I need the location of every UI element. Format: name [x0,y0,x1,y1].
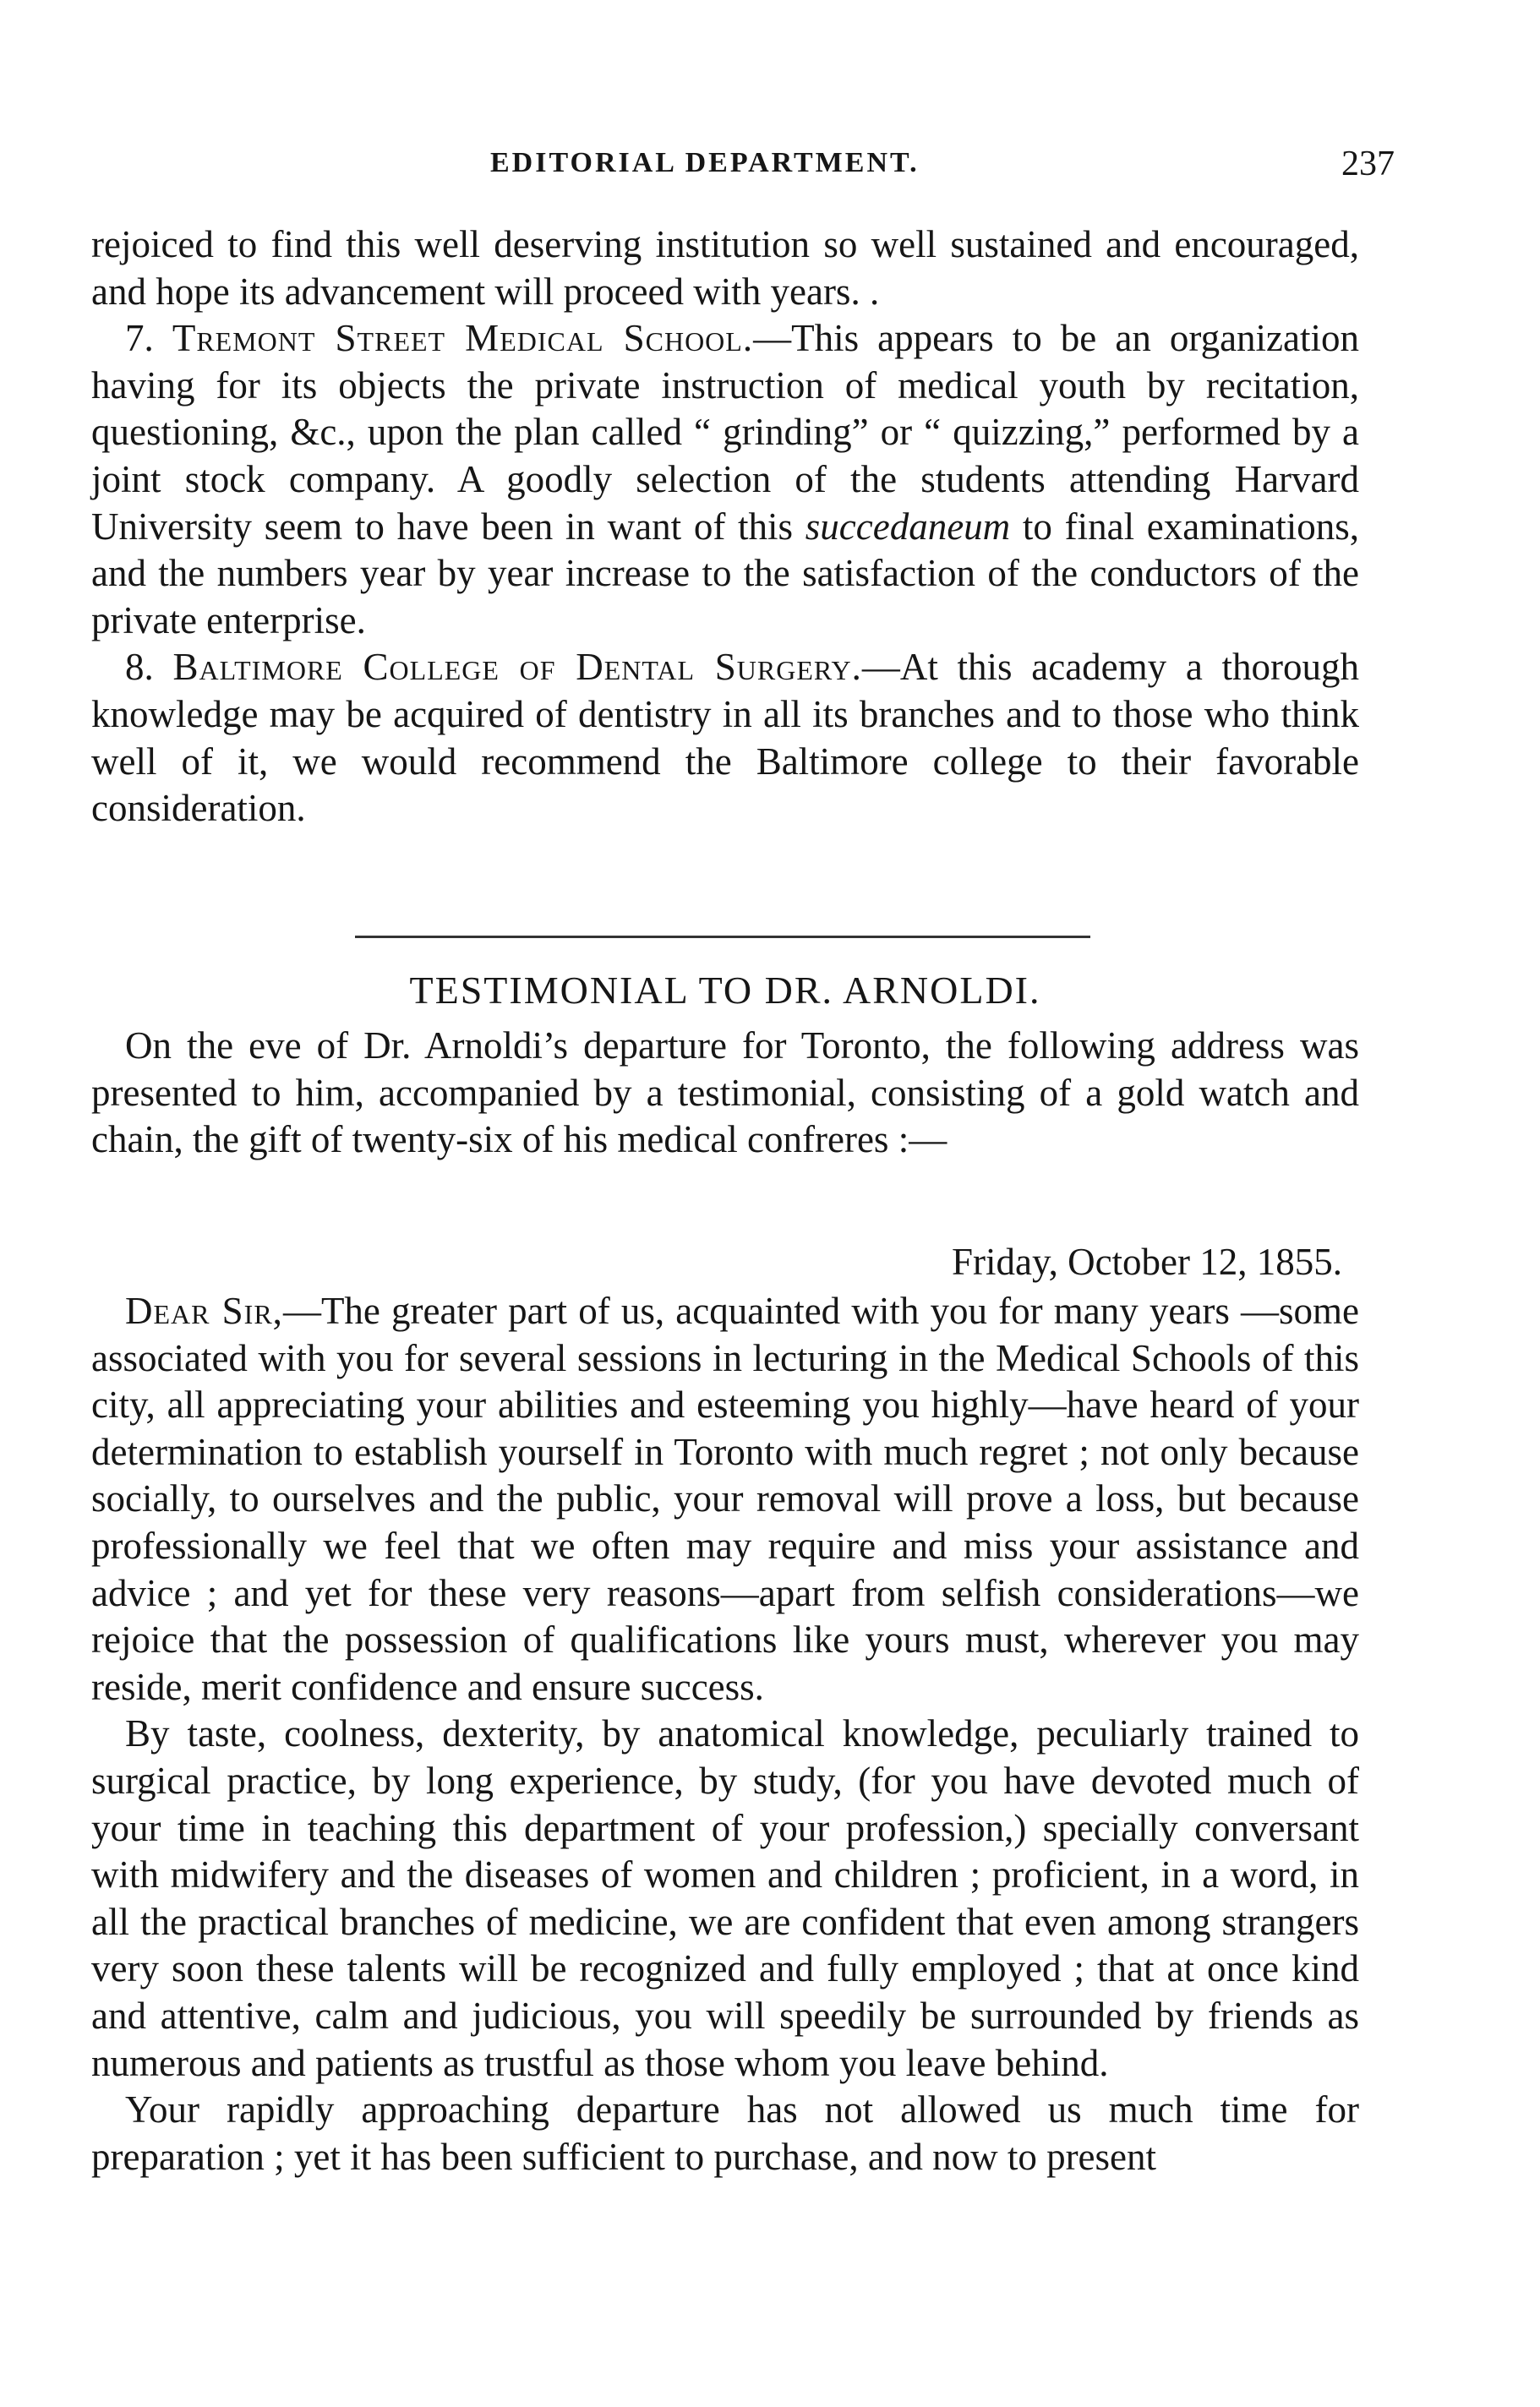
testimonial-heading: TESTIMONIAL TO DR. ARNOLDI. [409,969,1041,1012]
item-8-heading: Baltimore College of Dental Surgery. [172,646,862,689]
testimonial-intro-block [91,1023,1359,1164]
item-7-body-end: to final examinations, and the numbers year by year increase to the satisfaction of the conductors of the private enterprise. [91,505,1359,641]
letter-dateline: Friday, October 12, 1855. [952,1241,1342,1283]
item-8-body: —At this academy a thorough knowledge may be acquired of dentistry in all its branches and to those who think well of it, we would recommend the Baltimore college to their favorable consideration. [91,646,1360,830]
item-7-heading: Tremont Street Medical School. [172,317,754,360]
letter-paragraph-1 [91,1288,1359,1711]
letter-body [91,1288,1359,2180]
item-7-italic-term: succedaneum [805,505,1011,548]
letter-salutation: Dear Sir, [125,1290,283,1332]
letter-paragraph-2: By taste, coolness, dexterity, by anatomical knowledge, peculiarly trained to surgical practice, by long experience, by study, (for you have devoted much of your time in teaching this department of your profession,) specially conversant with midwifery and the diseases of women and children ; proficient, in a word, in all the practical branches of medicine, we are confident that even among strangers very soon these talents will be recognized and fully employed ; that at once kind and attentive, calm and judicious, you will speedily be surrounded by friends as numerous and patients as trustful as those whom you leave behind. [91,1712,1359,2084]
item-8-paragraph [91,644,1359,832]
running-head-title: EDITORIAL DEPARTMENT. [490,147,920,178]
page-number: 237 [1341,145,1395,183]
item-7-paragraph [91,315,1359,644]
testimonial-intro: On the eve of Dr. Arnoldi’s departure for Toronto, the following address was presented to him, accompanied by a testimonial, consisting of a gold watch and chain, the gift of twenty-six of his medical confreres :— [91,1024,1359,1161]
section-divider [355,936,1090,938]
item-8-number: 8. [125,646,154,689]
editorial-items [91,221,1359,832]
letter-paragraph-3: Your rapidly approaching departure has not allowed us much time for preparation ; yet it has been sufficient to purchase, and now to present [91,2088,1359,2178]
continuation-paragraph: rejoiced to find this well deserving institution so well sustained and encouraged, and hope its advancement will proceed with years. . [91,223,1359,313]
item-7-number: 7. [125,317,154,360]
running-head [110,144,1395,194]
item-7-body-start: —This appears to be an organization having for its objects the private instruction of medical youth by recitation, questioning, &c., upon the plan called “ grinding” or “ quizzing,” performed by a joint stock company. A goodly selection of the students attending Harvard University seem to have been in want of this [91,317,1360,548]
letter-paragraph-1-text: —The greater part of us, acquainted with you for many years —some associated with you for several sessions in lecturing in the Medical Schools of this city, all appreciating your abilities and esteeming you highly—have heard of your determination to establish yourself in Toronto with much regret ; not only because socially, to ourselves and the public, your removal will prove a loss, but because professionally we feel that we often may require and miss your assistance and advice ; and yet for these very reasons—apart from selfish considerations—we rejoice that the possession of qualifications like yours must, wherever you may reside, merit confidence and ensure success. [91,1290,1359,1708]
